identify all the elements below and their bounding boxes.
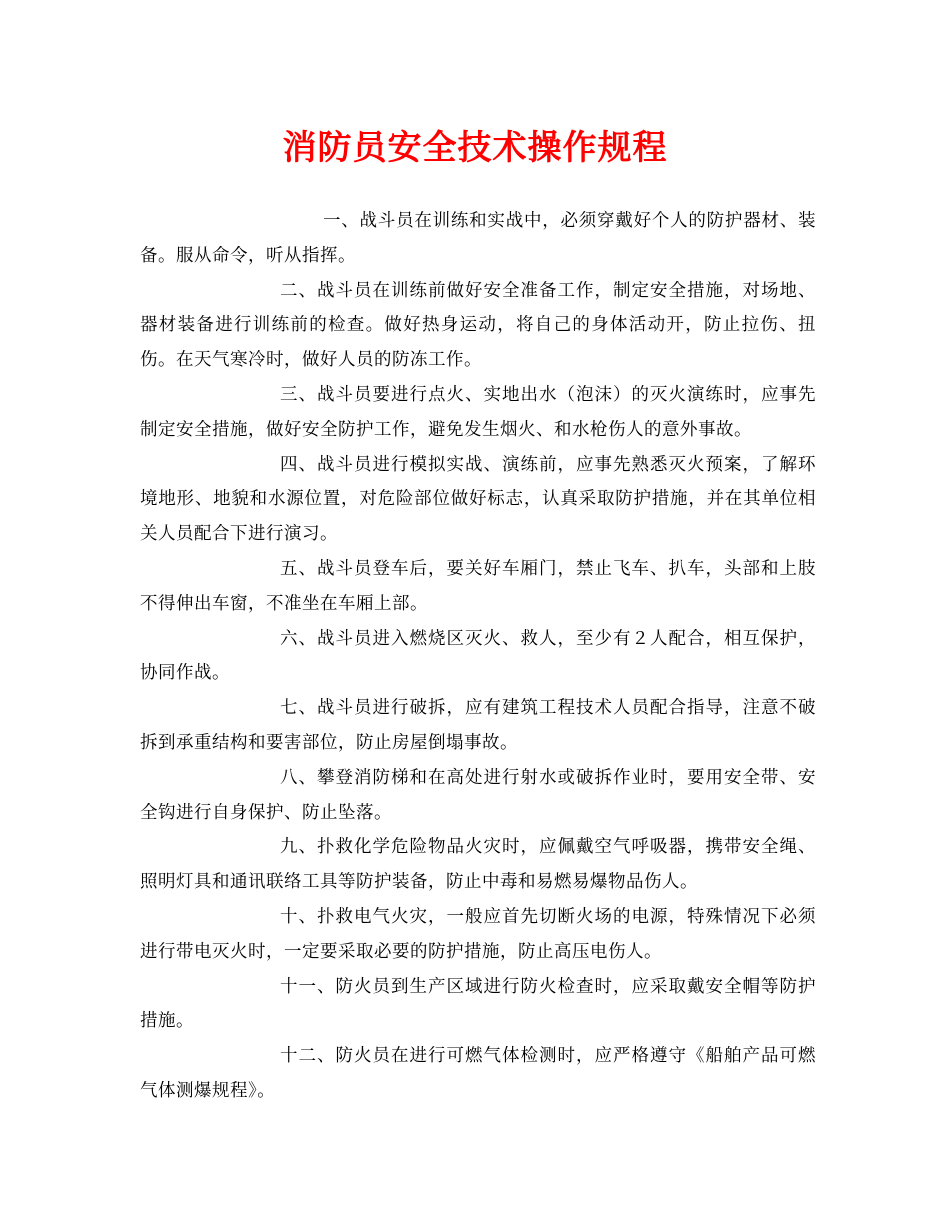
document-title: 消防员安全技术操作规程 (282, 128, 668, 168)
paragraph-5: 五、战斗员登车后，要关好车厢门，禁止飞车、扒车，头部和上肢不得伸出车窗，不准坐在车厢上部。 (140, 558, 816, 614)
paragraph-11: 十一、防火员到生产区域进行防火检查时，应采取戴安全帽等防护措施。 (140, 976, 816, 1032)
paragraph-3: 三、战斗员要进行点火、实地出水（泡沫）的灭火演练时，应事先制定安全措施，做好安全防护工作，避免发生烟火、和水枪伤人的意外事故。 (140, 384, 816, 440)
paragraph-7: 七、战斗员进行破拆，应有建筑工程技术人员配合指导，注意不破拆到承重结构和要害部位，防止房屋倒塌事故。 (140, 698, 816, 753)
paragraph-9: 九、扑救化学危险物品火灾时，应佩戴空气呼吸器，携带安全绳、照明灯具和通讯联络工具等防护装备，防止中毒和易燃易爆物品伤人。 (140, 837, 816, 893)
paragraph-1: 一、战斗员在训练和实战中，必须穿戴好个人的防护器材、装备。服从命令，听从指挥。 (140, 211, 816, 266)
paragraph-10: 十、扑救电气火灾，一般应首先切断火场的电源，特殊情况下必须进行带电灭火时，一定要采取必要的防护措施，防止高压电伤人。 (140, 906, 816, 962)
paragraph-12: 十二、防火员在进行可燃气体检测时，应严格遵守《船舶产品可燃气体测爆规程》。 (140, 1046, 816, 1101)
paragraph-4: 四、战斗员进行模拟实战、演练前，应事先熟悉灭火预案，了解环境地形、地貌和水源位置，对危险部位做好标志，认真采取防护措施，并在其单位相关人员配合下进行演习。 (140, 454, 816, 545)
document-body (140, 204, 816, 1109)
paragraph-8: 八、攀登消防梯和在高处进行射水或破拆作业时，要用安全带、安全钩进行自身保护、防止坠落。 (140, 767, 816, 823)
paragraph-2: 二、战斗员在训练前做好安全准备工作，制定安全措施，对场地、器材装备进行训练前的检查。做好热身运动，将自己的身体活动开，防止拉伤、扭伤。在天气寒冷时，做好人员的防冻工作。 (140, 280, 816, 371)
paragraph-6: 六、战斗员进入燃烧区灭火、救人，至少有２人配合，相互保护，协同作战。 (140, 628, 816, 684)
